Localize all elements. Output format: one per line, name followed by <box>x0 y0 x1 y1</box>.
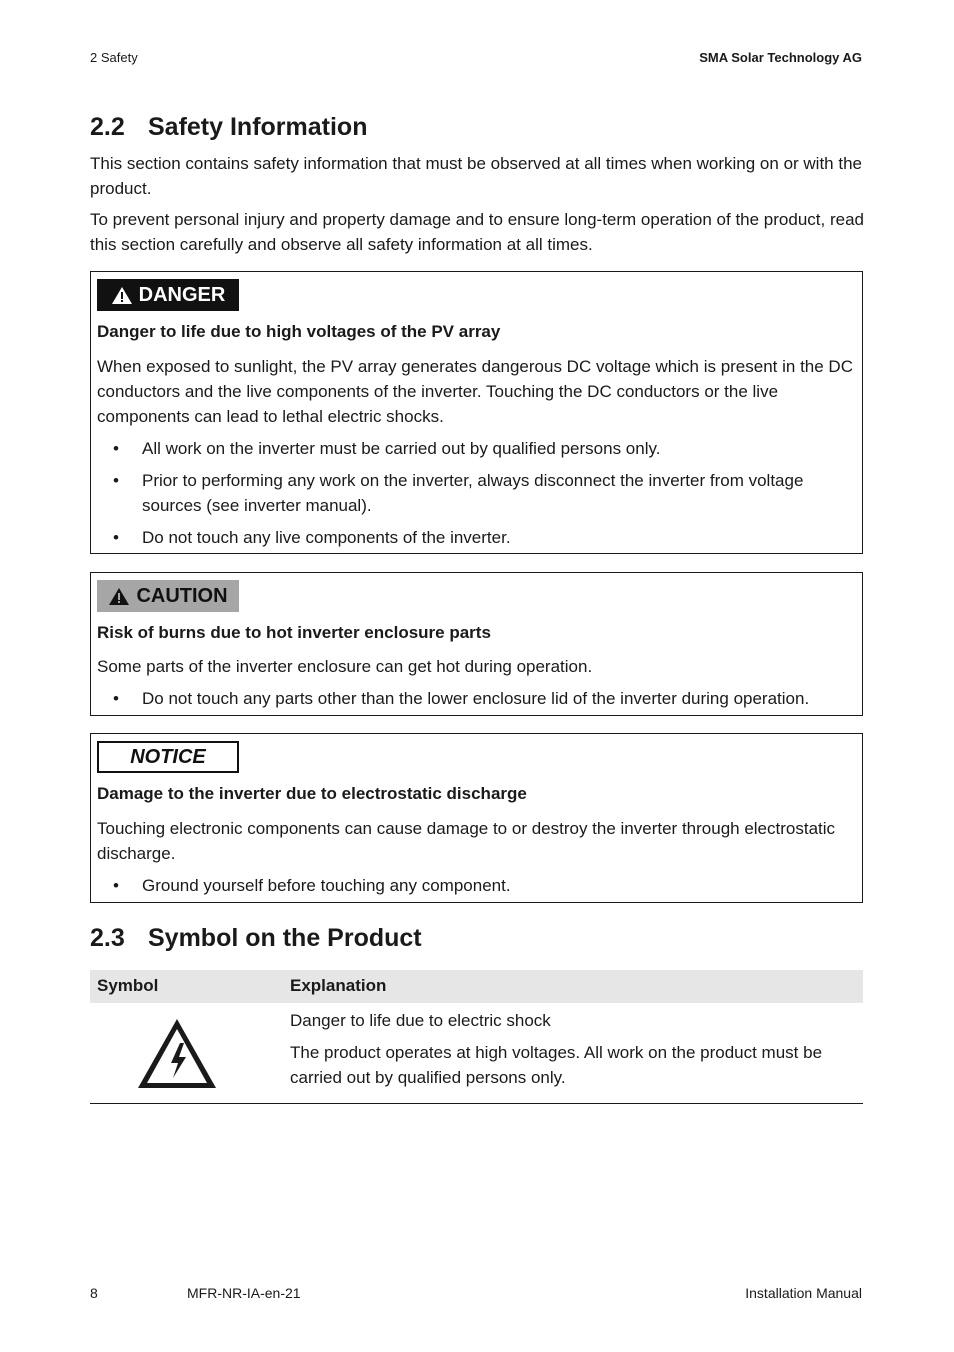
document-type: Installation Manual <box>745 1285 862 1301</box>
running-header-company: SMA Solar Technology AG <box>699 50 862 65</box>
caution-badge-label: CAUTION <box>136 584 228 607</box>
document-id: MFR-NR-IA-en-21 <box>187 1285 301 1301</box>
table-header-symbol: Symbol <box>97 976 159 995</box>
notice-badge-label: NOTICE <box>130 745 206 768</box>
danger-title: Danger to life due to high voltages of the PV array <box>97 322 501 341</box>
table-row <box>90 1003 863 1104</box>
danger-badge-label: DANGER <box>138 283 226 306</box>
section-heading-2-2 <box>90 113 367 142</box>
danger-box <box>90 271 863 554</box>
section-title: Symbol on the Product <box>148 924 422 952</box>
danger-badge <box>97 279 239 311</box>
caution-badge <box>97 580 239 612</box>
table-header-row <box>90 970 863 1003</box>
caution-box <box>90 572 863 716</box>
intro-paragraph-1: This section contains safety information that must be observed at all times when working on or with the product. <box>90 154 862 198</box>
caution-title: Risk of burns due to hot inverter enclosure parts <box>97 623 491 642</box>
notice-box <box>90 733 863 903</box>
section-heading-2-3 <box>90 924 422 953</box>
list-item: • Prior to performing any work on the inverter, always disconnect the inverter from voltage sources (see inverter manual). <box>113 471 804 515</box>
explanation-title: Danger to life due to electric shock <box>290 1011 551 1030</box>
page-number: 8 <box>90 1285 98 1301</box>
section-number: 2.3 <box>90 924 125 952</box>
section-title: Safety Information <box>148 113 368 141</box>
notice-title: Damage to the inverter due to electrostatic discharge <box>97 784 527 803</box>
explanation-text: The product operates at high voltages. All work on the product must be carried out by qualified persons only. <box>290 1043 823 1087</box>
list-item: • Ground yourself before touching any component. <box>113 876 511 895</box>
table-header-explanation: Explanation <box>290 976 387 995</box>
intro-paragraph-2: To prevent personal injury and property damage and to ensure long-term operation of the product, read this section carefully and observe all safety information at all times. <box>90 210 864 254</box>
list-item: • All work on the inverter must be carried out by qualified persons only. <box>113 439 661 458</box>
warning-triangle-icon <box>111 286 133 305</box>
list-item: • Do not touch any live components of the inverter. <box>113 528 511 547</box>
running-header-section: 2 Safety <box>90 50 138 65</box>
danger-text: When exposed to sunlight, the PV array generates dangerous DC voltage which is present in the DC conductors and the live components of the inverter. Touching the DC conductors or the live components can lead to lethal electric shocks. <box>97 357 853 426</box>
high-voltage-warning-icon <box>136 1017 218 1090</box>
list-item: • Do not touch any parts other than the lower enclosure lid of the inverter during operation. <box>113 689 810 708</box>
caution-text: Some parts of the inverter enclosure can get hot during operation. <box>97 657 593 676</box>
notice-text: Touching electronic components can cause damage to or destroy the inverter through electrostatic discharge. <box>97 819 836 863</box>
section-number: 2.2 <box>90 113 125 141</box>
notice-badge <box>97 741 239 773</box>
warning-triangle-icon <box>108 587 130 606</box>
